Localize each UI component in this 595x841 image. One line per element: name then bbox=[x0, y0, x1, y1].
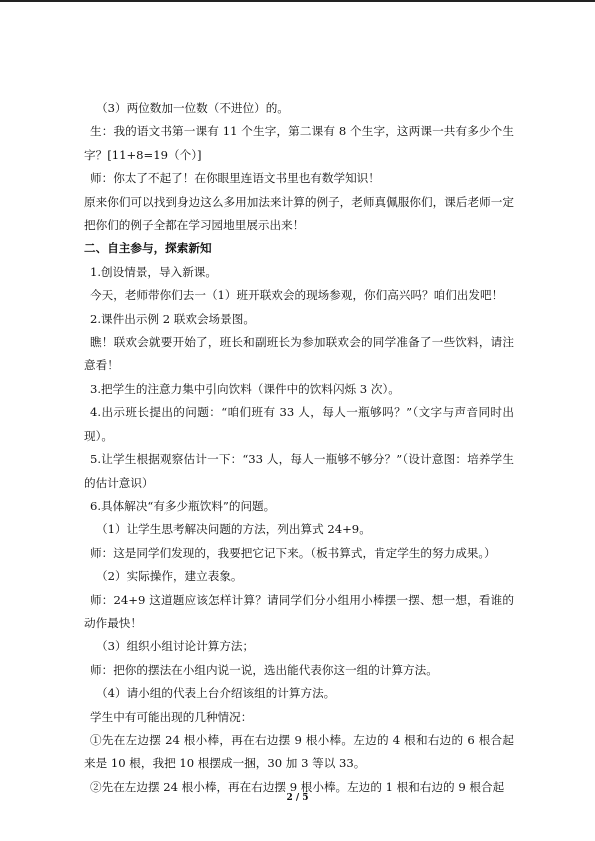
paragraph: （2）实际操作，建立表象。 bbox=[96, 569, 243, 584]
paragraph: （4）请小组的代表上台介绍该组的计算方法。 bbox=[96, 686, 336, 701]
paragraph: 1.创设情景，导入新课。 bbox=[90, 264, 217, 279]
paragraph: 5.让学生根据观察估计一下：“33 人，每人一瓶够不够分？”（设计意图：培养学生的估计意识） bbox=[84, 452, 514, 490]
paragraph: 师：24+9 这道题应该怎样计算？请同学们分小组用小棒摆一摆、想一想，看谁的动作最快！ bbox=[84, 592, 514, 630]
paragraph: 瞧！联欢会就要开始了，班长和副班长为参加联欢会的同学准备了一些饮料，请注意看！ bbox=[84, 335, 514, 373]
document-body bbox=[84, 97, 514, 799]
page-number: 2 / 5 bbox=[286, 793, 309, 803]
paragraph: 师：这是同学们发现的，我要把它记下来。（板书算式，肯定学生的努力成果。） bbox=[90, 545, 496, 560]
paragraph: ①先在左边摆 24 根小棒，再在右边摆 9 根小棒。左边的 4 根和右边的 6 根合起来是 10 根，我把 10 根摆成一捆，30 加 3 等以 33。 bbox=[84, 732, 514, 771]
paragraph: 学生中有可能出现的几种情况： bbox=[90, 709, 253, 724]
paragraph: ②先在左边摆 24 根小棒，再在右边摆 9 根小棒。左边的 1 根和右边的 9 根合起 bbox=[90, 779, 505, 794]
paragraph: （1）让学生思考解决问题的方法，列出算式 24+9。 bbox=[96, 522, 371, 537]
paragraph: 师：你太了不起了！在你眼里连语文书里也有数学知识！ bbox=[90, 171, 380, 186]
paragraph: 原来你们可以找到身边这么多用加法来计算的例子，老师真佩服你们，课后老师一定把你们的例子全都在学习园地里展示出来！ bbox=[84, 194, 514, 233]
paragraph: 4.出示班长提出的问题：“咱们班有 33 人，每人一瓶够吗？”（文字与声音同时出现）。 bbox=[84, 405, 514, 443]
paragraph: 2.课件出示例 2 联欢会场景图。 bbox=[90, 311, 255, 326]
paragraph: 3.把学生的注意力集中引向饮料（课件中的饮料闪烁 3 次）。 bbox=[90, 381, 400, 396]
paragraph: 6.具体解决“有多少瓶饮料”的问题。 bbox=[90, 498, 276, 513]
paragraph: 今天，老师带你们去一（1）班开联欢会的现场参观，你们高兴吗？咱们出发吧！ bbox=[90, 288, 504, 303]
paragraph: 生：我的语文书第一课有 11 个生字，第二课有 8 个生字，这两课一共有多少个生字？[11+8=19（个）] bbox=[84, 124, 514, 162]
paragraph: 师：把你的摆法在小组内说一说，选出能代表你这一组的计算方法。 bbox=[90, 662, 438, 677]
paragraph: （3）组织小组讨论计算方法； bbox=[96, 639, 255, 654]
section-heading: 二、自主参与，探索新知 bbox=[84, 241, 212, 256]
header-rule bbox=[0, 0, 595, 2]
paragraph: （3）两位数加一位数（不进位）的。 bbox=[96, 101, 289, 115]
